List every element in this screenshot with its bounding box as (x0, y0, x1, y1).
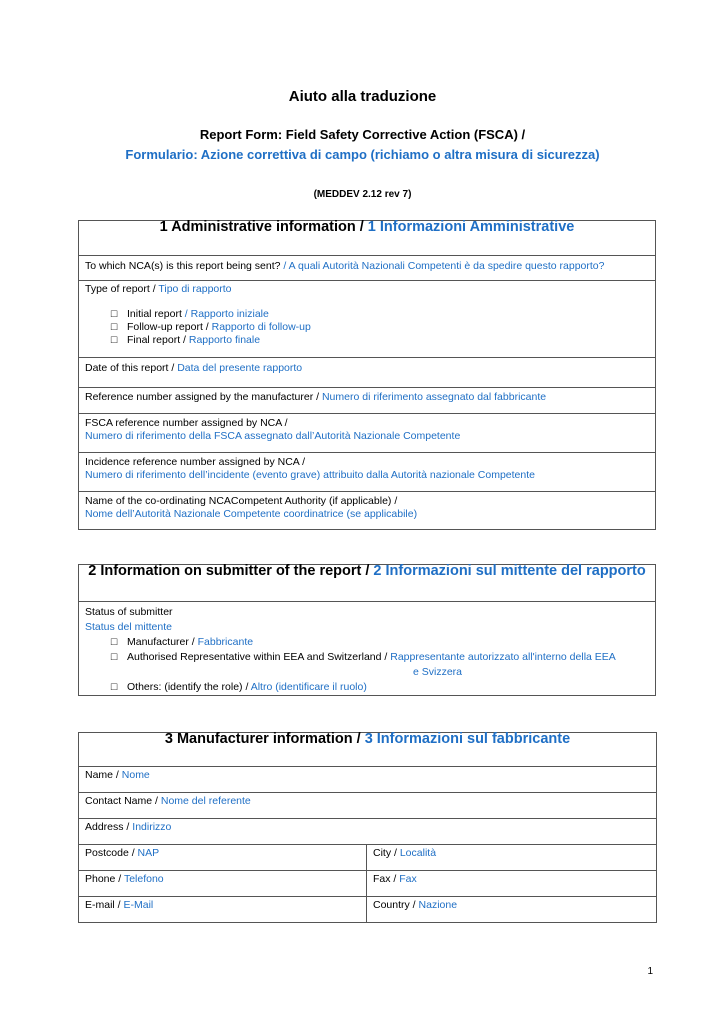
country-field: Country / Nazione (367, 897, 657, 923)
address-field: Address / Indirizzo (79, 819, 657, 845)
checkbox-icon[interactable]: □ (110, 636, 118, 648)
section3-heading: 3 Manufacturer information / 3 Informazioni sul fabbricante (79, 733, 657, 767)
option-authorised-representative-cont: e Svizzera (413, 666, 463, 678)
option-initial-report[interactable]: □ Initial report / Rapporto iniziale (85, 308, 649, 321)
form-title-en: Report Form: Field Safety Corrective Action (FSCA) / (199, 127, 526, 142)
checkbox-icon[interactable]: □ (110, 681, 118, 693)
section-manufacturer-information (78, 732, 657, 923)
manufacturer-reference-field: Reference number assigned by the manufacturer / Numero di riferimento assegnato dal fabbricante (79, 388, 656, 414)
coordinating-authority-field: Name of the co-ordinating NCACompetent Authority (if applicable) / Nome dell’Autorità Nazionale Competente coordinatrice (se applicabile) (79, 492, 656, 530)
form-title-it: Formulario: Azione correttiva di campo (richiamo o altra misura di sicurezza) (125, 147, 600, 162)
submitter-status-field: Status of submitter Status del mittente □ Manufacturer / Fabbricante □ Authorised Representative within EEA and Switzerland / Rappresentante autorizzato all'interno della EEA e Svizzera □ Others: (identify the role) / Altro (identificare il ruolo) (79, 602, 656, 696)
section-submitter-information (78, 564, 656, 696)
report-type-field: Type of report / Tipo di rapporto □ Initial report / Rapporto iniziale □ Follow-up report / Rapporto di follow-up □ Final report / Rapporto finale (79, 281, 656, 358)
checkbox-icon[interactable]: □ (110, 308, 118, 320)
checkbox-icon[interactable]: □ (110, 651, 118, 663)
section-administrative-information (78, 220, 656, 530)
meddev-reference: (MEDDEV 2.12 rev 7) (313, 189, 412, 200)
incident-reference-field: Incidence reference number assigned by NCA / Numero di riferimento dell’incidente (evento grave) attribuito dalla Autorità nazionale Competente (79, 453, 656, 492)
fax-field: Fax / Fax (367, 871, 657, 897)
option-others[interactable]: □ Others: (identify the role) / Altro (identificare il ruolo) (85, 680, 649, 695)
city-field: City / Località (367, 845, 657, 871)
nca-recipient-field: To which NCA(s) is this report being sent? / A quali Autorità Nazionali Competenti è da spedire questo rapporto? (79, 256, 656, 281)
phone-field: Phone / Telefono (79, 871, 367, 897)
postcode-field: Postcode / NAP (79, 845, 367, 871)
email-field: E-mail / E-Mail (79, 897, 367, 923)
fsca-reference-field: FSCA reference number assigned by NCA / Numero di riferimento della FSCA assegnato dall’Autorità Nazionale Competente (79, 414, 656, 453)
contact-name-field: Contact Name / Nome del referente (79, 793, 657, 819)
option-final-report[interactable]: □ Final report / Rapporto finale (85, 334, 649, 347)
checkbox-icon[interactable]: □ (110, 321, 118, 333)
section1-heading: 1 Administrative information / 1 Informazioni Amministrative (79, 221, 656, 256)
manufacturer-name-field: Name / Nome (79, 767, 657, 793)
report-date-field: Date of this report / Data del presente rapporto (79, 358, 656, 388)
option-manufacturer[interactable]: □ Manufacturer / Fabbricante (85, 635, 649, 650)
option-authorised-representative[interactable]: □ Authorised Representative within EEA and Switzerland / Rappresentante autorizzato all'interno della EEA (85, 650, 649, 665)
page-title: Aiuto alla traduzione (288, 88, 437, 105)
option-follow-up-report[interactable]: □ Follow-up report / Rapporto di follow-up (85, 321, 649, 334)
section2-heading: 2 Information on submitter of the report / 2 Informazioni sul mittente del rapporto (79, 565, 656, 602)
page-number: 1 (647, 966, 653, 977)
checkbox-icon[interactable]: □ (110, 334, 118, 346)
